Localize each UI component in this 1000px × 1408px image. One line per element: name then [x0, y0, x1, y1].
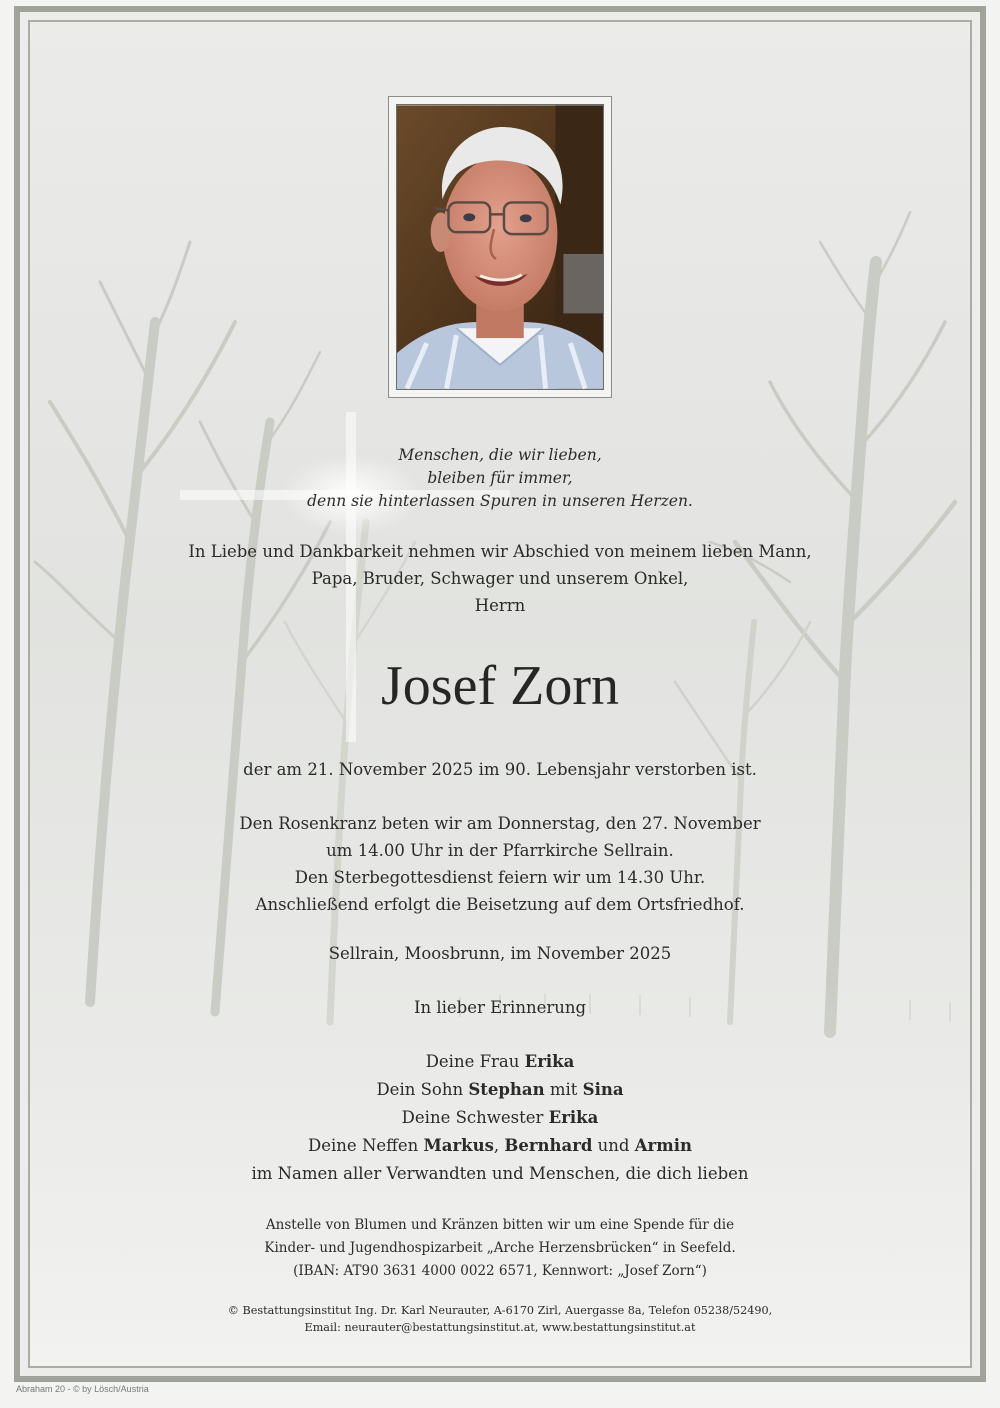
mourner-name: Erika — [548, 1108, 599, 1127]
donation-line: Kinder- und Jugendhospizarbeit „Arche Herzensbrücken“ in Seefeld. — [264, 1240, 736, 1256]
mourner-relation: Deine Neffen — [308, 1136, 424, 1155]
mourner-connector: und — [592, 1136, 635, 1155]
imprint-line: Email: neurauter@bestattungsinstitut.at, www.bestattungsinstitut.at — [304, 1321, 696, 1334]
farewell-intro — [0, 538, 1000, 619]
mourner-nephews — [0, 1132, 1000, 1160]
mourner-sister — [0, 1104, 1000, 1132]
mourner-relation: Dein Sohn — [376, 1080, 469, 1099]
ceremony-line: Den Sterbegottesdienst feiern wir um 14.30 Uhr. — [294, 868, 706, 887]
remembrance-line — [0, 994, 1000, 1021]
ceremony-line: um 14.00 Uhr in der Pfarrkirche Sellrain. — [326, 841, 674, 860]
template-credit: Abraham 20 - © by Lösch/Austria — [16, 1384, 149, 1394]
mourner-connector: mit — [544, 1080, 583, 1099]
donation-request — [0, 1214, 1000, 1283]
portrait-frame — [388, 96, 612, 398]
donation-line: (IBAN: AT90 3631 4000 0022 6571, Kennwort: „Josef Zorn“) — [293, 1263, 707, 1279]
mourner-relation: Deine Frau — [425, 1052, 525, 1071]
mourner-name: Markus — [423, 1136, 494, 1155]
intro-line: Papa, Bruder, Schwager und unserem Onkel, — [311, 569, 689, 588]
mourner-name: Sina — [582, 1080, 624, 1099]
quote-line: Menschen, die wir lieben, — [398, 446, 602, 464]
imprint-line: © Bestattungsinstitut Ing. Dr. Karl Neurauter, A-6170 Zirl, Auergasse 8a, Telefon 05238/52490, — [227, 1304, 773, 1317]
intro-line: In Liebe und Dankbarkeit nehmen wir Abschied von meinem lieben Mann, — [188, 542, 812, 561]
mourner-relation: Deine Schwester — [401, 1108, 549, 1127]
deceased-name: Josef Zorn — [381, 655, 619, 717]
mourner-name: Armin — [634, 1136, 692, 1155]
death-line: der am 21. November 2025 im 90. Lebensjahr verstorben ist. — [243, 760, 757, 779]
mourner-name: Stephan — [468, 1080, 545, 1099]
mourner-son — [0, 1076, 1000, 1104]
remembrance-text: In lieber Erinnerung — [413, 998, 587, 1017]
ceremony-line: Den Rosenkranz beten wir am Donnerstag, den 27. November — [239, 814, 761, 833]
death-notice — [0, 756, 1000, 783]
mourner-name: Erika — [524, 1052, 575, 1071]
intro-line: Herrn — [474, 596, 526, 615]
mourners-list — [0, 1048, 1000, 1188]
place-and-date — [0, 940, 1000, 967]
ceremony-details — [0, 810, 1000, 918]
mourner-wife — [0, 1048, 1000, 1076]
ceremony-line: Anschließend erfolgt die Beisetzung auf dem Ortsfriedhof. — [255, 895, 745, 914]
donation-line: Anstelle von Blumen und Kränzen bitten wir um eine Spende für die — [265, 1217, 735, 1233]
quote-line: denn sie hinterlassen Spuren in unseren Herzen. — [307, 492, 693, 510]
mourner-name: Bernhard — [504, 1136, 593, 1155]
mourner-closing: im Namen aller Verwandten und Menschen, die dich lieben — [251, 1164, 749, 1183]
portrait-photo — [396, 104, 604, 390]
quote-line: bleiben für immer, — [427, 469, 573, 487]
memorial-quote — [0, 444, 1000, 513]
funeral-home-imprint — [0, 1302, 1000, 1336]
mourner-connector: , — [493, 1136, 505, 1155]
place-date-line: Sellrain, Moosbrunn, im November 2025 — [328, 944, 672, 963]
